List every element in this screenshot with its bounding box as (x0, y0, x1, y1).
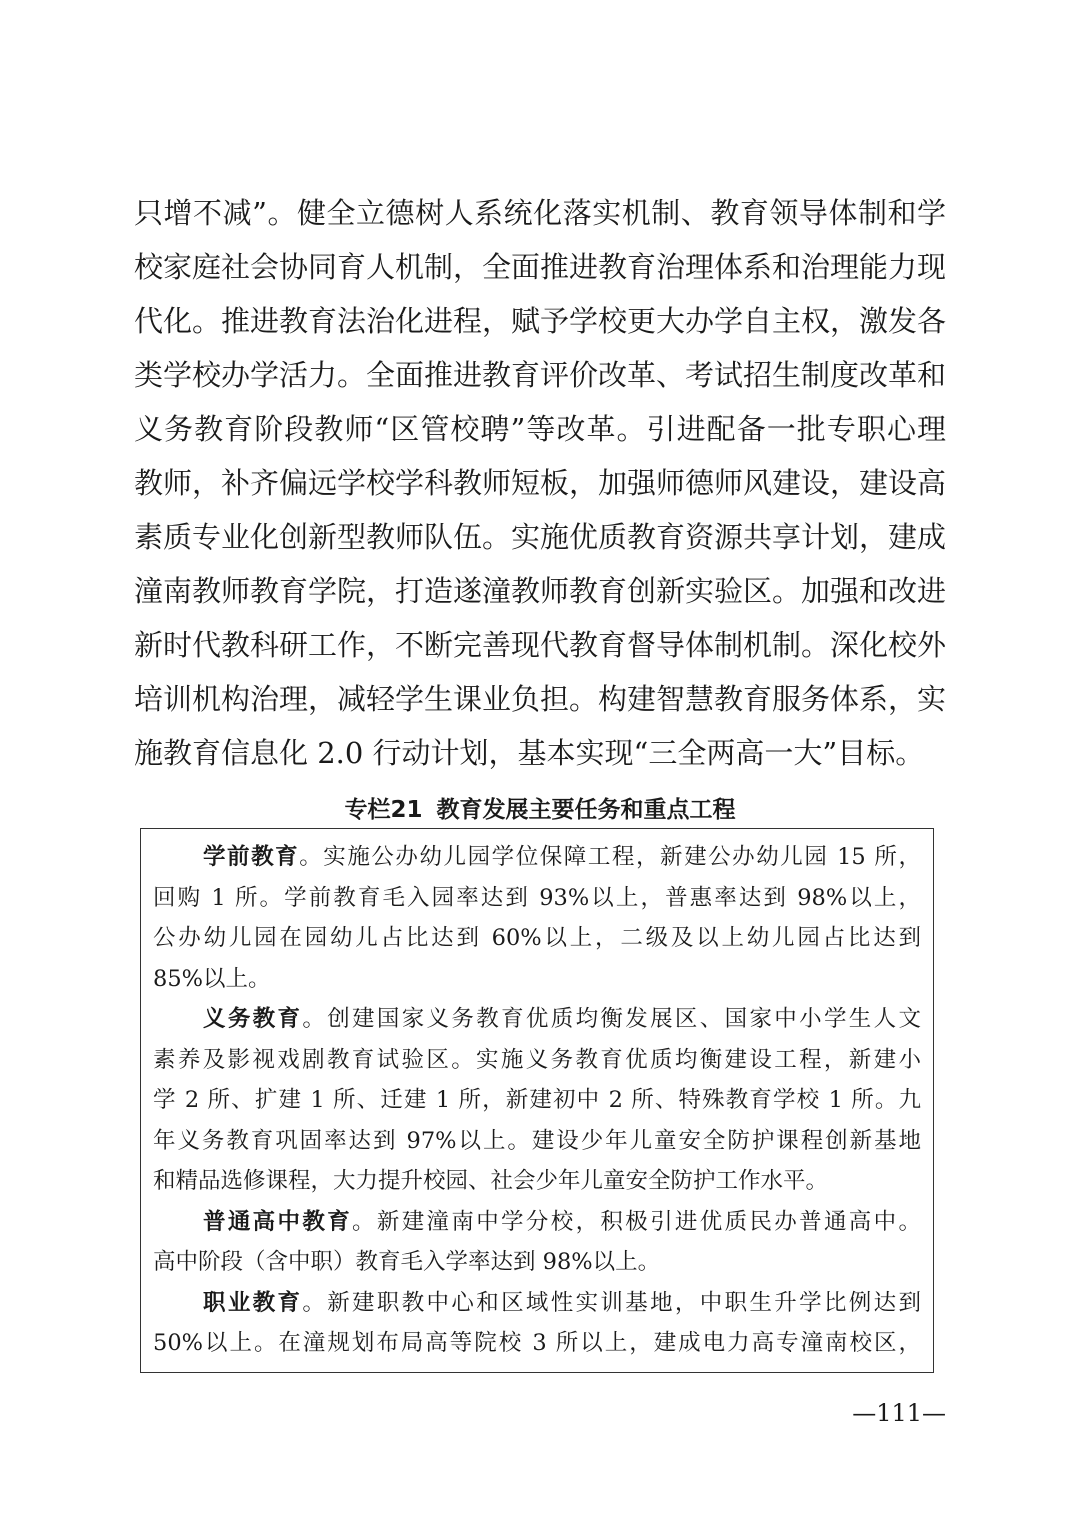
compulsory-section (153, 999, 921, 1202)
box-line: 年义务教育巩固率达到 97%以上。建设少年儿童安全防护课程创新基地 (153, 1127, 921, 1154)
body-line: 代化。推进教育法治化进程，赋予学校更大办学自主权，激发各 (134, 304, 946, 338)
box-line (153, 837, 921, 878)
body-line: 培训机构治理，减轻学生课业负担。构建智慧教育服务体系，实 (134, 682, 946, 716)
preschool-section (153, 837, 921, 999)
column-box (140, 828, 934, 1373)
body-line: 施教育信息化 2.0 行动计划，基本实现“三全两高一大”目标。 (134, 736, 925, 770)
box-line: 高中阶段（含中职）教育毛入学率达到 98%以上。 (153, 1249, 661, 1275)
section-text: 。创建国家义务教育优质均衡发展区、国家中小学生人文 (302, 1006, 921, 1032)
box-line: 学 2 所、扩建 1 所、迁建 1 所，新建初中 2 所、特殊教育学校 1 所。九 (153, 1087, 921, 1113)
body-line: 义务教育阶段教师“区管校聘”等改革。引进配备一批专职心理 (134, 412, 946, 446)
section-lead: 学前教育 (203, 844, 300, 870)
body-line: 素质专业化创新型教师队伍。实施优质教育资源共享计划，建成 (134, 520, 946, 554)
box-line: 回购 1 所。学前教育毛入园率达到 93%以上，普惠率达到 98%以上， (153, 884, 921, 911)
body-line: 只增不减”。健全立德树人系统化落实机制、教育领导体制和学 (134, 196, 946, 230)
body-line: 类学校办学活力。全面推进教育评价改革、考试招生制度改革和 (134, 358, 946, 392)
body-line: 潼南教师教育学院，打造遂潼教师教育创新实验区。加强和改进 (134, 574, 946, 608)
column-box-heading: 教育发展主要任务和重点工程 (436, 797, 736, 823)
body-paragraph (134, 186, 946, 780)
box-line: 公办幼儿园在园幼儿占比达到 60%以上，二级及以上幼儿园占比达到 (153, 925, 921, 951)
box-line: 85%以上。 (153, 965, 271, 992)
box-line (153, 1202, 921, 1243)
section-text: 。新建职教中心和区域性实训基地，中职生升学比例达到 (302, 1289, 921, 1316)
box-line: 和精品选修课程，大力提升校园、社会少年儿童安全防护工作水平。 (153, 1168, 829, 1194)
section-text: 。新建潼南中学分校，积极引进优质民办普通高中。 (352, 1208, 921, 1235)
column-box-number: 专栏21 (344, 797, 423, 823)
vocational-section (153, 1283, 921, 1364)
body-line: 校家庭社会协同育人机制，全面推进教育治理体系和治理能力现 (134, 250, 946, 284)
box-line: 素养及影视戏剧教育试验区。实施义务教育优质均衡建设工程，新建小 (153, 1046, 921, 1073)
box-line (153, 999, 921, 1040)
page-number: —111— (852, 1399, 946, 1427)
column-box-title (134, 793, 946, 827)
section-lead: 普通高中教育 (203, 1208, 353, 1235)
box-line (153, 1283, 921, 1324)
section-text: 。实施公办幼儿园学位保障工程，新建公办幼儿园 15 所， (299, 844, 921, 870)
body-line: 教师，补齐偏远学校学科教师短板，加强师德师风建设，建设高 (134, 466, 946, 500)
section-lead: 义务教育 (203, 1006, 303, 1032)
section-lead: 职业教育 (203, 1289, 303, 1316)
body-line: 新时代教科研工作，不断完善现代教育督导体制机制。深化校外 (134, 628, 946, 662)
high-school-section (153, 1202, 921, 1283)
box-line: 50%以上。在潼规划布局高等院校 3 所以上，建成电力高专潼南校区， (153, 1330, 921, 1356)
